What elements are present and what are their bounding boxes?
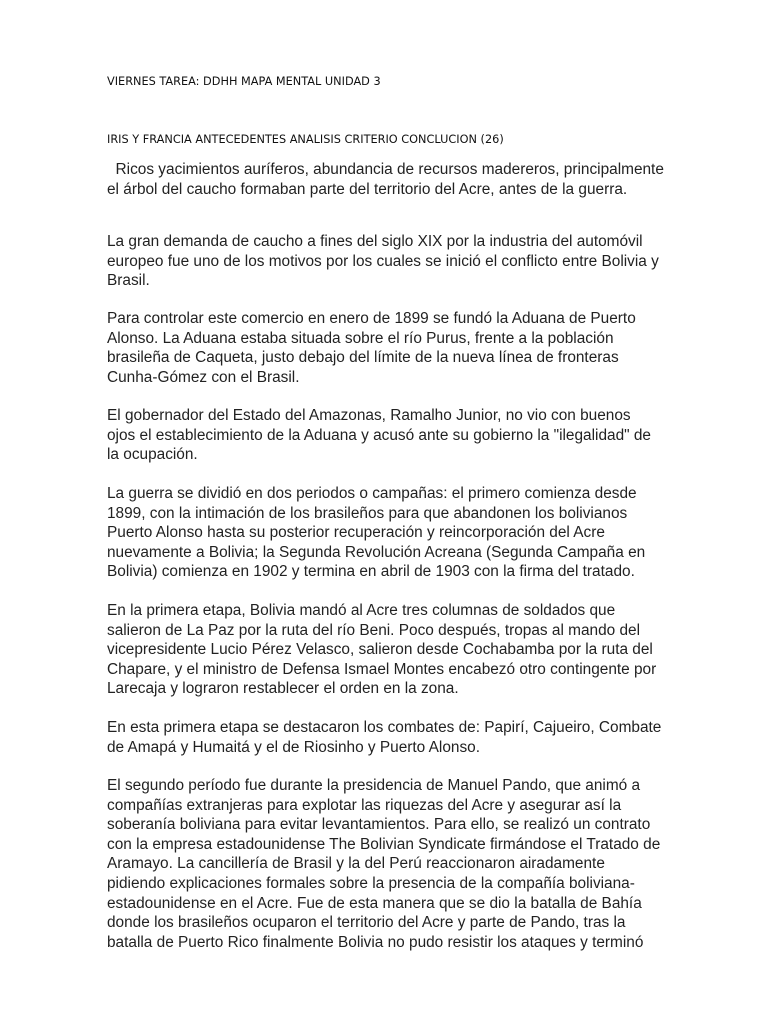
paragraph-line: ojos el establecimiento de la Aduana y acusó ante su gobierno la "ilegalidad" de <box>107 426 651 444</box>
paragraph-3 <box>107 309 707 387</box>
paragraph-line: pidiendo explicaciones formales sobre la presencia de la compañía boliviana- <box>107 874 635 892</box>
paragraph-line: Para controlar este comercio en enero de 1899 se fundó la Aduana de Puerto <box>107 310 636 327</box>
paragraph-5 <box>107 484 707 582</box>
paragraph-1 <box>107 160 707 199</box>
paragraph-line: compañías extranjeras para explotar las riquezas del Acre y asegurar así la <box>107 796 622 814</box>
paragraph-line: Brasil. <box>107 272 150 290</box>
paragraph-line: Puerto Alonso hasta su posterior recuperación y reincorporación del Acre <box>107 524 605 542</box>
paragraph-line: Larecaja y lograron restablecer el orden en la zona. <box>107 680 459 698</box>
paragraph-line: 1899, con la intimación de los brasileños para que abandonen los bolivianos <box>107 504 628 522</box>
paragraph-line: brasileña de Caqueta, justo debajo del límite de la nueva línea de fronteras <box>107 349 619 367</box>
paragraph-line: Ricos yacimientos auríferos, abundancia de recursos madereros, principalmente <box>107 161 664 178</box>
paragraph-line: El segundo período fue durante la presidencia de Manuel Pando, que animó a <box>107 777 641 794</box>
document-header-title: VIERNES TAREA: DDHH MAPA MENTAL UNIDAD 3 <box>107 75 381 88</box>
paragraph-8 <box>107 776 707 952</box>
paragraph-line: nuevamente a Bolivia; la Segunda Revolución Acreana (Segunda Campaña en <box>107 543 646 561</box>
paragraph-line: Chapare, y el ministro de Defensa Ismael Montes encabezó otro contingente por <box>107 660 657 678</box>
paragraph-line: europeo fue uno de los motivos por los cuales se inició el conflicto entre Bolivia y <box>107 252 659 270</box>
paragraph-line: Cunha-Gómez con el Brasil. <box>107 368 300 386</box>
paragraph-line: Bolivia) comienza en 1902 y termina en abril de 1903 con la firma del tratado. <box>107 563 635 581</box>
paragraph-line: Alonso. La Aduana estaba situada sobre el río Purus, frente a la población <box>107 329 614 347</box>
paragraph-4 <box>107 406 707 465</box>
paragraph-line: Aramayo. La cancillería de Brasil y la del Perú reaccionaron airadamente <box>107 855 605 873</box>
paragraph-line: de Amapá y Humaitá y el de Riosinho y Puerto Alonso. <box>107 738 481 756</box>
paragraph-line: soberanía boliviana para evitar levantamientos. Para ello, se realizó un contrato <box>107 816 651 834</box>
paragraph-line: el árbol del caucho formaban parte del territorio del Acre, antes de la guerra. <box>107 180 628 198</box>
paragraph-line: la ocupación. <box>107 446 198 464</box>
paragraph-line: estadounidense en el Acre. Fue de esta manera que se dio la batalla de Bahía <box>107 894 642 912</box>
paragraph-line: La guerra se dividió en dos periodos o campañas: el primero comienza desde <box>107 485 637 502</box>
paragraph-line: donde los brasileños ocuparon el territorio del Acre y parte de Pando, tras la <box>107 914 626 932</box>
paragraph-line: El gobernador del Estado del Amazonas, Ramalho Junior, no vio con buenos <box>107 407 631 424</box>
paragraph-7 <box>107 718 707 757</box>
paragraph-line: salieron de La Paz por la ruta del río Beni. Poco después, tropas al mando del <box>107 621 641 639</box>
paragraph-6 <box>107 601 707 699</box>
paragraph-line: con la empresa estadounidense The Bolivian Syndicate firmándose el Tratado de <box>107 835 661 853</box>
paragraph-line: En la primera etapa, Bolivia mandó al Acre tres columnas de soldados que <box>107 602 616 619</box>
paragraph-line: En esta primera etapa se destacaron los combates de: Papirí, Cajueiro, Combate <box>107 719 662 736</box>
paragraph-2 <box>107 232 707 291</box>
document-header-subtitle: IRIS Y FRANCIA ANTECEDENTES ANALISIS CRITERIO CONCLUCION (26) <box>107 133 504 146</box>
paragraph-line: La gran demanda de caucho a fines del siglo XIX por la industria del automóvil <box>107 233 643 250</box>
paragraph-line: batalla de Puerto Rico finalmente Bolivia no pudo resistir los ataques y terminó <box>107 933 644 951</box>
paragraph-line: vicepresidente Lucio Pérez Velasco, salieron desde Cochabamba por la ruta del <box>107 641 653 659</box>
